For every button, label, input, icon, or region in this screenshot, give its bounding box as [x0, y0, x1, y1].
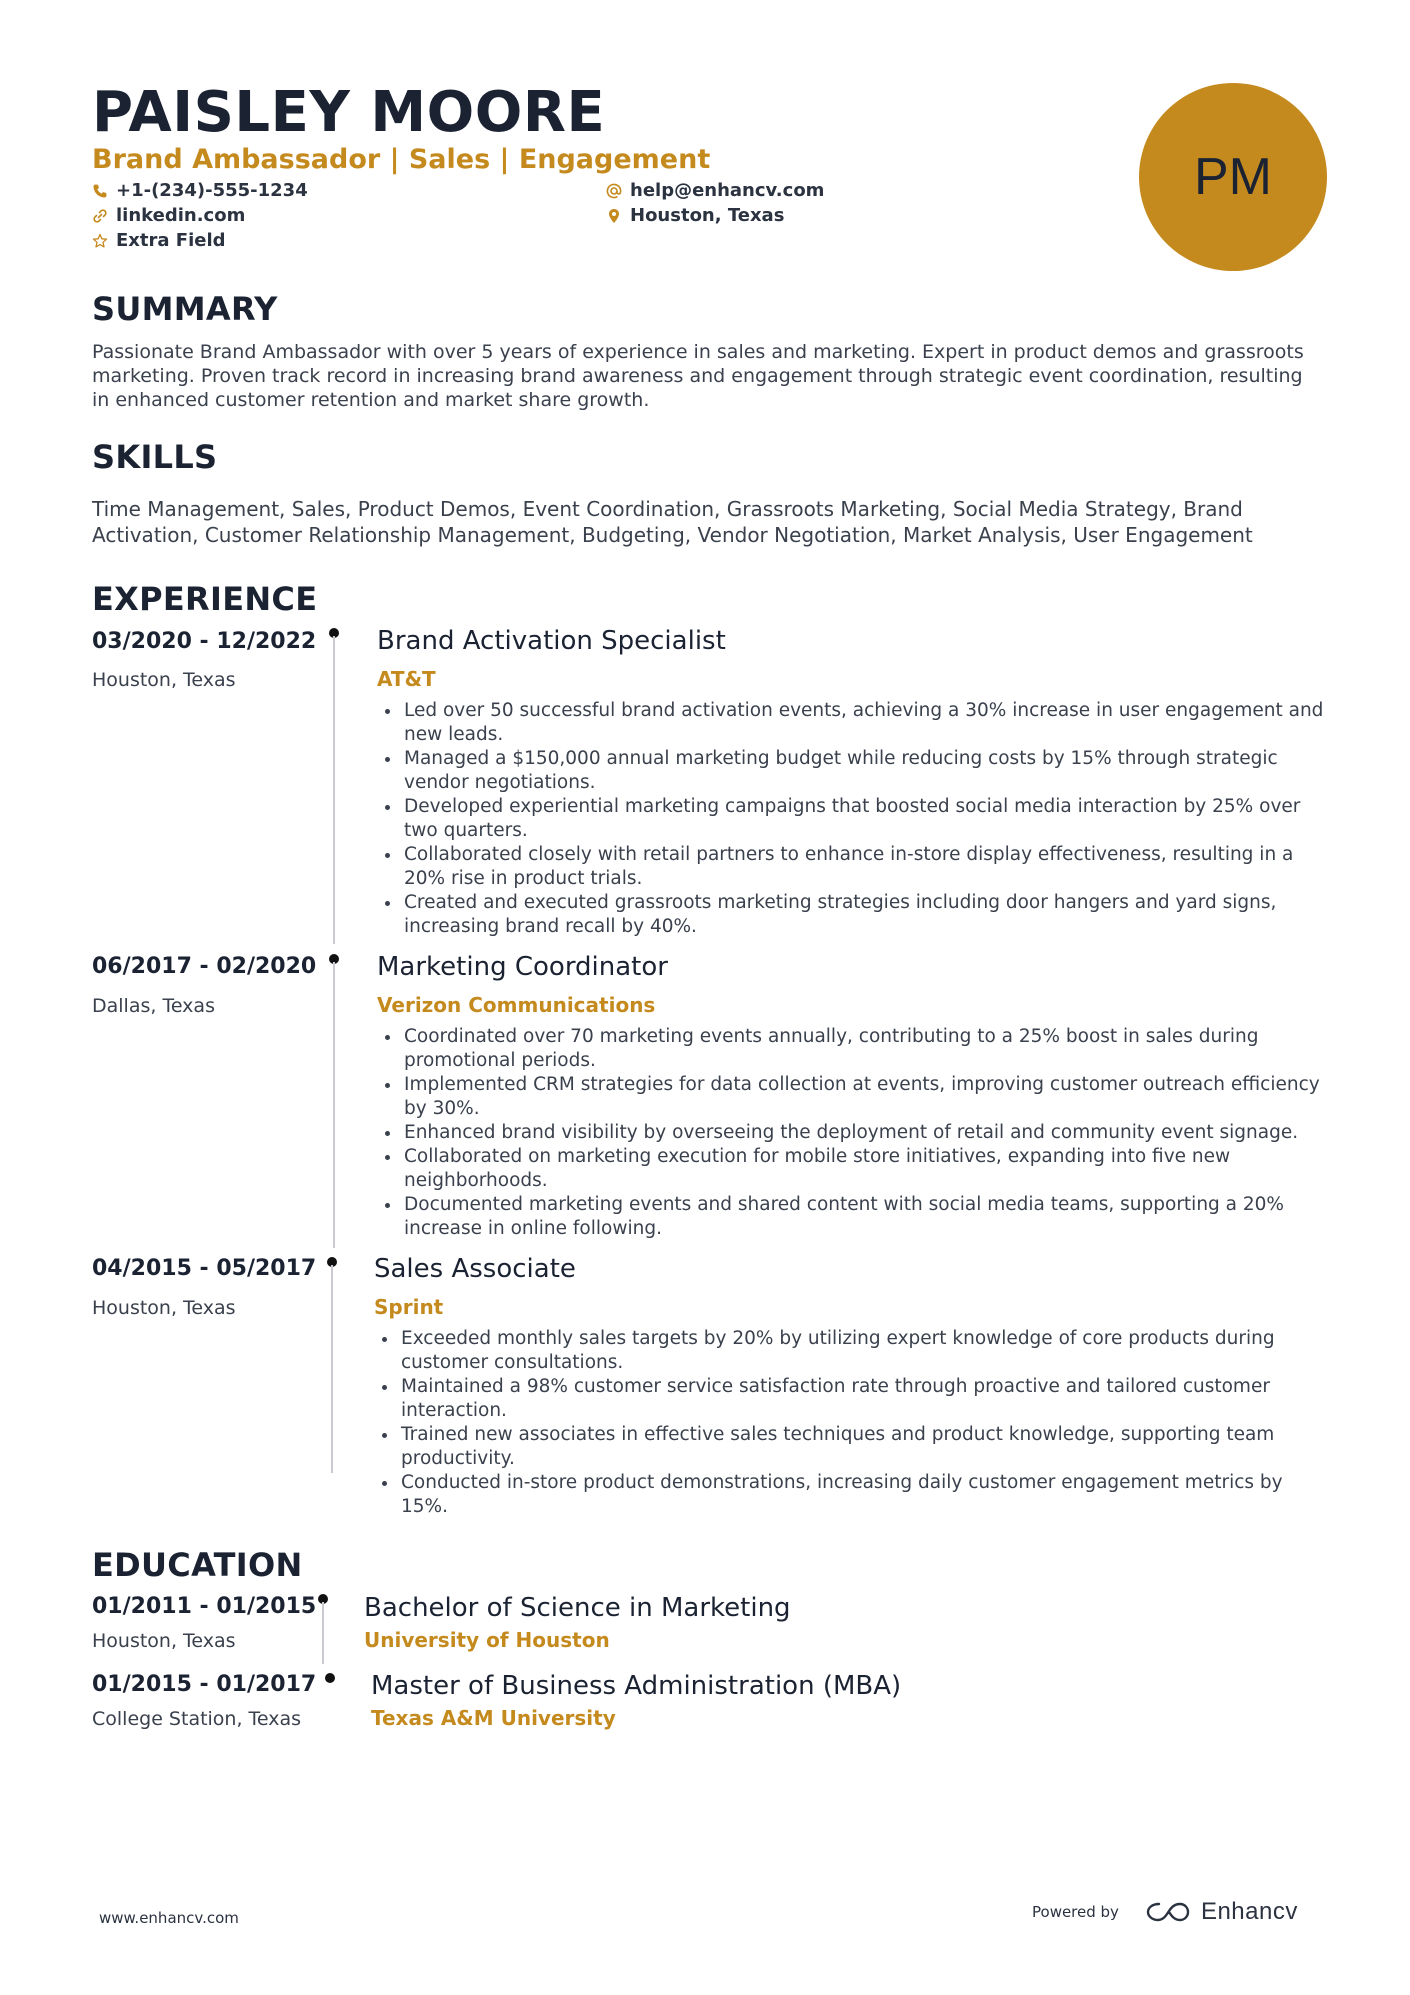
- list-item: Developed experiential marketing campaigns that boosted social media interaction by 25% over two quarters.: [377, 795, 1327, 843]
- job-2-company: Verizon Communications: [377, 993, 656, 1017]
- list-item: Coordinated over 70 marketing events annually, contributing to a 25% boost in sales during promotional periods.: [377, 1025, 1327, 1073]
- list-item: Exceeded monthly sales targets by 20% by utilizing expert knowledge of core products during customer consultations.: [374, 1327, 1324, 1375]
- edu-2-degree: Master of Business Administration (MBA): [371, 1671, 902, 1701]
- list-item: Collaborated on marketing execution for mobile store initiatives, expanding into five new neighborhoods.: [377, 1145, 1327, 1193]
- at-icon: [606, 183, 622, 199]
- contact-extra: [92, 230, 226, 251]
- job-1-role: Brand Activation Specialist: [377, 626, 726, 656]
- job-2-bullets: [377, 1025, 1327, 1241]
- skills-title: SKILLS: [92, 438, 218, 476]
- list-item: Implemented CRM strategies for data collection at events, improving customer outreach efficiency by 30%.: [377, 1073, 1327, 1121]
- linkedin-text: linkedin.com: [116, 205, 246, 226]
- list-item: Trained new associates in effective sales techniques and product knowledge, supporting team productivity.: [374, 1423, 1324, 1471]
- job-1-location: Houston, Texas: [92, 669, 236, 691]
- contact-linkedin[interactable]: [92, 205, 245, 226]
- timeline-line: [331, 1265, 333, 1473]
- enhancv-logo-text: Enhancv: [1200, 1898, 1298, 1925]
- extra-field-text: Extra Field: [116, 230, 226, 251]
- job-3-role: Sales Associate: [374, 1254, 576, 1284]
- summary-text: Passionate Brand Ambassador with over 5 years of experience in sales and marketing. Expert in product demos and grassroots marketing. Proven track record in increasing brand awareness and engagement through strategic event coordination, resulting in enhanced customer retention and market share growth.: [92, 341, 1304, 411]
- edu-1-dates: 01/2011 - 01/2015: [92, 1594, 317, 1619]
- list-item: Maintained a 98% customer service satisfaction rate through proactive and tailored customer interaction.: [374, 1375, 1324, 1423]
- footer-powered: [1032, 1898, 1298, 1926]
- phone-text: +1-(234)-555-1234: [116, 180, 308, 201]
- list-item: Documented marketing events and shared content with social media teams, supporting a 20% increase in online following.: [377, 1193, 1327, 1241]
- job-1-bullets: [377, 699, 1327, 939]
- timeline-line: [322, 1602, 324, 1664]
- edu-2-dates: 01/2015 - 01/2017: [92, 1672, 317, 1697]
- enhancv-logo[interactable]: [1145, 1898, 1298, 1926]
- job-2-role: Marketing Coordinator: [377, 952, 668, 982]
- list-item: Collaborated closely with retail partners to enhance in-store display effectiveness, resulting in a 20% rise in product trials.: [377, 843, 1327, 891]
- job-2-location: Dallas, Texas: [92, 995, 215, 1017]
- job-1-company: AT&T: [377, 667, 436, 691]
- location-pin-icon: [606, 208, 622, 224]
- timeline-line: [333, 636, 335, 944]
- job-2-dates: 06/2017 - 02/2020: [92, 954, 317, 979]
- enhancv-logo-icon: [1145, 1900, 1191, 1924]
- experience-title: EXPERIENCE: [92, 580, 318, 618]
- avatar: [1139, 83, 1327, 271]
- list-item: Conducted in-store product demonstrations, increasing daily customer engagement metrics by 15%.: [374, 1471, 1324, 1519]
- job-3-location: Houston, Texas: [92, 1297, 236, 1319]
- edu-2-school: Texas A&M University: [371, 1706, 616, 1730]
- footer-website[interactable]: www.enhancv.com: [99, 1909, 239, 1927]
- summary-title: SUMMARY: [92, 290, 278, 328]
- edu-2-location: College Station, Texas: [92, 1708, 302, 1730]
- job-1-dates: 03/2020 - 12/2022: [92, 629, 317, 654]
- list-item: Enhanced brand visibility by overseeing the deployment of retail and community event signage.: [377, 1121, 1327, 1145]
- education-title: EDUCATION: [92, 1546, 303, 1584]
- list-item: Created and executed grassroots marketing strategies including door hangers and yard signs, increasing brand recall by 40%.: [377, 891, 1327, 939]
- list-item: Led over 50 successful brand activation events, achieving a 30% increase in user engagement and new leads.: [377, 699, 1327, 747]
- skills-text: Time Management, Sales, Product Demos, Event Coordination, Grassroots Marketing, Social Media Strategy, Brand Activation, Customer Relationship Management, Budgeting, Vendor Negotiation, Market Analysis, User Engagement: [92, 497, 1253, 547]
- link-icon: [92, 208, 108, 224]
- edu-1-degree: Bachelor of Science in Marketing: [364, 1593, 791, 1623]
- job-3-company: Sprint: [374, 1295, 444, 1319]
- avatar-initials: PM: [1194, 148, 1272, 206]
- headline: Brand Ambassador | Sales | Engagement: [92, 144, 711, 175]
- timeline-line: [333, 962, 335, 1248]
- list-item: Managed a $150,000 annual marketing budget while reducing costs by 15% through strategic vendor negotiations.: [377, 747, 1327, 795]
- star-icon: [92, 233, 108, 249]
- contact-email[interactable]: [606, 180, 824, 201]
- email-text: help@enhancv.com: [630, 180, 825, 201]
- job-3-dates: 04/2015 - 05/2017: [92, 1256, 317, 1281]
- candidate-name: PAISLEY MOORE: [92, 80, 606, 145]
- job-3-bullets: [374, 1327, 1324, 1519]
- powered-by-label: Powered by: [1032, 1903, 1119, 1921]
- location-text: Houston, Texas: [630, 205, 785, 226]
- contact-phone: [92, 180, 308, 201]
- edu-1-location: Houston, Texas: [92, 1630, 236, 1652]
- edu-1-school: University of Houston: [364, 1628, 610, 1652]
- phone-icon: [92, 183, 108, 199]
- contact-location: [606, 205, 784, 226]
- timeline-dot: [325, 1673, 335, 1683]
